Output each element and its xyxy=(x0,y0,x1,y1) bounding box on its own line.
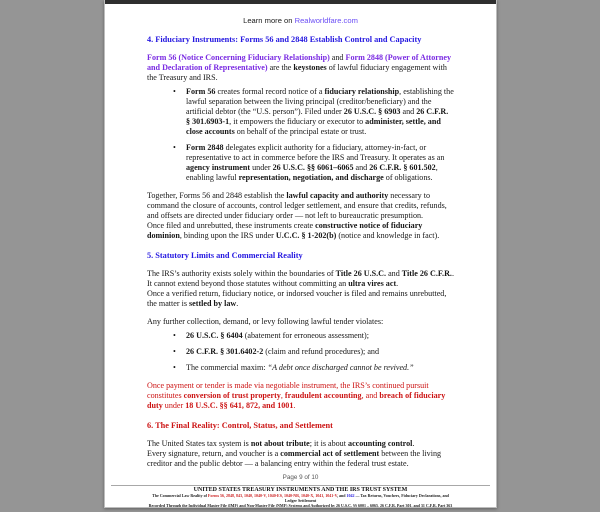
usc-6404-bullet xyxy=(186,331,454,341)
text-run: . xyxy=(236,299,239,308)
text-run: The United States tax system is xyxy=(147,439,251,448)
text-run: Once payment or tender is made via negotiable instrument, the IRS’s continued pursuit constitutes xyxy=(147,381,429,400)
text-run: — Tax Returns, Vouchers, Fiduciary Declarations, and Ledger Settlement xyxy=(284,493,449,503)
text-run: lawful capacity and authority xyxy=(286,191,389,200)
form-56-link[interactable]: Form 56 (Notice Concerning Fiduciary Relationship) xyxy=(147,53,330,62)
forms-list-run: Forms 56, 2848, 843, 1040, 1040-V, 1040-ES, 1040-NR, 1040-X, 1041, 1041-V xyxy=(207,493,337,498)
tax-system-paragraph xyxy=(147,439,454,449)
text-run: 26 U.S.C. § 6903 xyxy=(343,107,401,116)
text-run: and xyxy=(329,53,346,62)
text-run: The commercial maxim: xyxy=(186,363,268,372)
form-2848-bullet xyxy=(186,143,454,183)
promo-banner xyxy=(105,16,496,25)
constructive-notice-paragraph xyxy=(147,221,454,241)
text-run: agency instrument xyxy=(186,163,251,172)
text-run: Every signature, return, and voucher is a xyxy=(147,449,281,458)
text-run: 26 U.S.C. § 6404 xyxy=(186,331,243,340)
text-run: necessary to command the closure of accounts, control ledger settlement, and ensure that credits, refunds, and offsets are directed under fiduciary order — not left to bureaucratic presumption. xyxy=(147,191,447,220)
settlement-paragraph xyxy=(147,449,454,469)
violations-lead-paragraph: Any further collection, demand, or levy following lawful tender violates: xyxy=(147,317,384,326)
warning-paragraph xyxy=(147,381,454,411)
section-heading-6: 6. The Final Reality: Control, Status, and Settlement xyxy=(147,421,333,430)
maxim-quote: “A debt once discharged cannot be revived.” xyxy=(267,363,414,372)
text-run: . xyxy=(412,439,415,448)
text-run: are the xyxy=(267,63,294,72)
text-run: Title 26 U.S.C. xyxy=(335,269,387,278)
text-run: Once filed and unrebutted, these instruments create xyxy=(147,221,316,230)
text-run: (claim and refund procedures); and xyxy=(263,347,380,356)
together-paragraph xyxy=(147,191,454,221)
text-run: , binding upon the IRS under xyxy=(179,231,276,240)
banner-link[interactable]: Realworldfare.com xyxy=(294,16,358,25)
text-run: representation, negotiation, and discharge xyxy=(238,173,384,182)
text-run: delegates explicit authority for a fiduciary, attorney-in-fact, or representative to act in commerce before the IRS and Treasury. It operates as an xyxy=(186,143,445,162)
footer-subtitle-line2: Recorded Through the Individual Master File (IMF) and Non-Master File (NMF) Systems and Authorized by 26 U.S.C. §§ 6001 – 6065, 26 C.F.R. Part 301, and 31 C.F.R. Part 363 xyxy=(148,502,453,508)
violations-bullet-list xyxy=(147,331,454,373)
page-footer xyxy=(147,473,454,508)
text-run: under xyxy=(250,163,273,172)
text-run: breach of fiduciary duty xyxy=(147,391,446,410)
text-run: of lawful fiduciary engagement with the Treasury and IRS. xyxy=(147,63,447,82)
form-1042-run: 1042 xyxy=(346,493,355,498)
text-run: and xyxy=(400,107,417,116)
text-run: ; it is about xyxy=(309,439,349,448)
text-run: (notice and knowledge in fact). xyxy=(336,231,440,240)
text-run: , establishing the lawful separation between the living principal (creditor/beneficiary) and the artificial debtor (the “U.S. person”). Filed under xyxy=(186,87,454,116)
text-run: . xyxy=(396,279,399,288)
settled-by-law-paragraph xyxy=(147,289,454,309)
form-56-bullet xyxy=(186,87,454,137)
text-run: constructive notice of fiduciary dominion xyxy=(147,221,423,240)
text-run: The Commercial Law Reality of xyxy=(152,493,208,498)
page-top-edge xyxy=(105,0,496,4)
commercial-maxim-bullet xyxy=(186,363,454,373)
text-run: creates formal record notice of a xyxy=(215,87,325,96)
text-run: settled by law xyxy=(189,299,237,308)
footer-title: UNITED STATES TREASURY INSTRUMENTS AND THE IRS TRUST SYSTEM xyxy=(193,487,408,493)
document-body xyxy=(105,35,496,508)
text-run: Title 26 C.F.R. xyxy=(401,269,452,278)
text-run: Form 56 xyxy=(186,87,216,96)
irs-authority-paragraph xyxy=(147,269,454,289)
text-run: U.C.C. § 1-202(b) xyxy=(275,231,337,240)
text-run: , xyxy=(280,391,285,400)
text-run: commercial act of settlement xyxy=(280,449,380,458)
forms-bullet-list xyxy=(147,87,454,183)
text-run: fraudulent accounting xyxy=(284,391,362,400)
text-run: accounting control xyxy=(348,439,413,448)
text-run: 26 U.S.C. §§ 6061–6065 xyxy=(272,163,354,172)
text-run: , and xyxy=(336,493,347,498)
text-run: (abatement for erroneous assessment); xyxy=(242,331,369,340)
text-run: not about tribute xyxy=(250,439,310,448)
text-run: . xyxy=(293,401,296,410)
text-run: Once a verified return, fiduciary notice, or indorsed voucher is filed and remains unrebutted, the matter is xyxy=(147,289,447,308)
text-run: 26 C.F.R. § 301.6903-1 xyxy=(186,107,449,126)
section-heading-4: 4. Fiduciary Instruments: Forms 56 and 2848 Establish Control and Capacity xyxy=(147,35,422,44)
cfr-6402-bullet xyxy=(186,347,454,357)
text-run: and xyxy=(353,163,370,172)
banner-text: Learn more on xyxy=(243,16,295,25)
text-run: . It cannot extend beyond those statutes without committing an xyxy=(147,269,454,288)
text-run: and xyxy=(386,269,402,278)
text-run: between the living creditor and the public debtor — a balancing entry within the federal trust estate. xyxy=(147,449,442,468)
text-run: , enabling lawful xyxy=(186,163,438,182)
text-run: Together, Forms 56 and 2848 establish the xyxy=(147,191,287,200)
text-run: on behalf of the principal estate or trust. xyxy=(234,127,367,136)
text-run: administer, settle, and close accounts xyxy=(186,117,441,136)
text-run: 26 C.F.R. § 301.6402-2 xyxy=(186,347,264,356)
text-run: The IRS’s authority exists solely within the boundaries of xyxy=(147,269,336,278)
form-2848-link[interactable]: Form 2848 (Power of Attorney and Declaration of Representative) xyxy=(147,53,451,72)
text-run: , and xyxy=(361,391,380,400)
intro-paragraph xyxy=(147,53,454,83)
text-run: Form 2848 xyxy=(186,143,224,152)
page-number-label: Page 9 of 10 xyxy=(282,474,319,481)
text-run: keystones xyxy=(293,63,327,72)
text-run: conversion of trust property xyxy=(183,391,281,400)
text-run: fiduciary relationship xyxy=(324,87,400,96)
text-run: ultra vires act xyxy=(348,279,397,288)
section-heading-5: 5. Statutory Limits and Commercial Reality xyxy=(147,251,303,260)
text-run: 18 U.S.C. §§ 641, 872, and 1001 xyxy=(185,401,294,410)
text-run: , it empowers the fiduciary or executor to xyxy=(229,117,366,126)
text-run: under xyxy=(162,401,186,410)
text-run: of obligations. xyxy=(383,173,433,182)
text-run: 26 C.F.R. § 601.502 xyxy=(369,163,436,172)
document-page xyxy=(104,0,497,508)
footer-divider xyxy=(111,485,490,486)
